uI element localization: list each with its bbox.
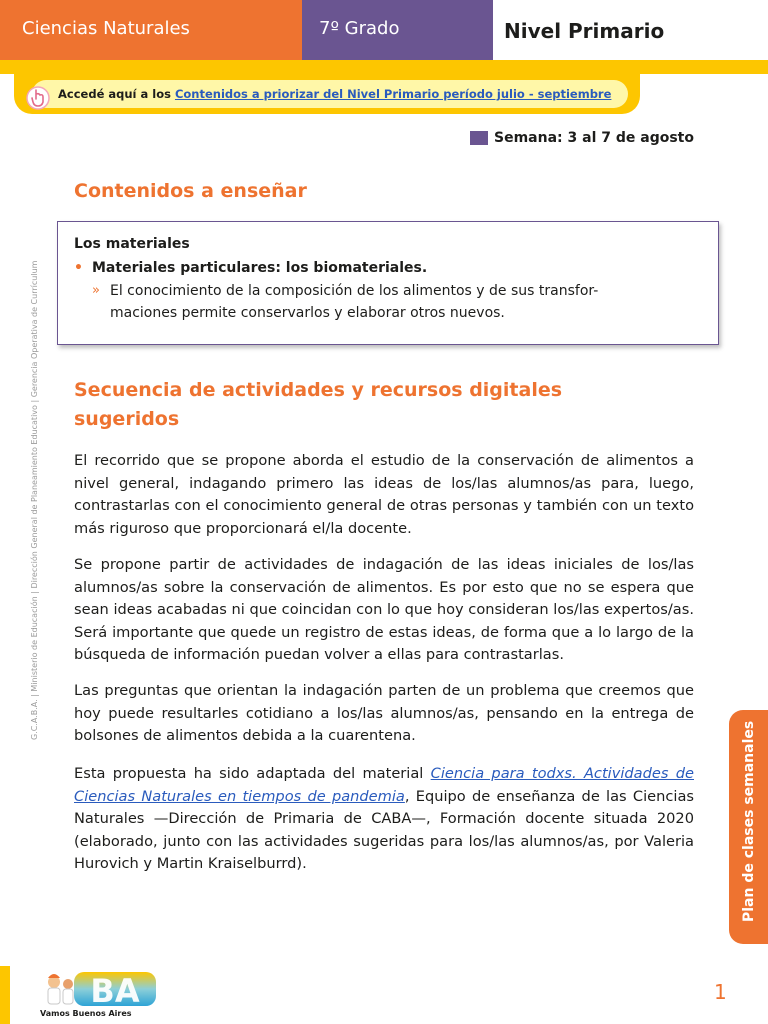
contents-box	[57, 221, 719, 345]
footer-accent	[0, 966, 10, 1024]
page-number: 1	[714, 980, 727, 1004]
header-grade: 7º Grado	[302, 0, 493, 60]
header-level: Nivel Primario	[493, 0, 768, 60]
week-marker	[470, 131, 488, 145]
box-bullet	[74, 260, 702, 276]
section-title-sequence-line2: sugeridos	[74, 408, 180, 430]
box-subitem	[74, 280, 702, 324]
week-label	[470, 130, 694, 146]
header-subject: Ciencias Naturales	[0, 0, 302, 60]
bullet-text: Materiales particulares: los biomateriales.	[92, 260, 428, 276]
paragraph-4-prefix: Esta propuesta ha sido adaptada del material	[74, 765, 431, 782]
subitem-line-2: maciones permite conservarlos y elaborar otros nuevos.	[110, 305, 505, 321]
section-title-contents: Contenidos a enseñar	[74, 180, 307, 202]
page-header	[0, 0, 768, 60]
bullet-dot: •	[74, 260, 83, 276]
paragraph-1: El recorrido que se propone aborda el estudio de la conservación de alimentos a nivel general, indagando primero las ideas de los/las alumnos/as para, luego, contrastarlas con el conocimiento general de otras personas y también con un texto más riguroso que proporcionará el/la docente.	[74, 452, 694, 537]
paragraph-2: Se propone partir de actividades de indagación de las ideas iniciales de los/las alumnos/as sobre la conservación de alimentos. Es por esto que no se espera que sean ideas acabadas ni que coincidan con lo que hoy consideran los/las expertos/as. Será importante que quede un registro de estas ideas, de forma que a lo largo de la búsqueda de información puedan volver a ellas para contrastarlas.	[74, 556, 694, 664]
logo-caption: Vamos Buenos Aires	[40, 1009, 132, 1018]
access-prefix: Accedé aquí a los	[58, 87, 171, 101]
access-link[interactable]: Contenidos a priorizar del Nivel Primario período julio - septiembre	[174, 87, 612, 101]
paragraph-4	[74, 763, 694, 876]
access-pill	[32, 80, 628, 108]
material-link[interactable]: Ciencia para todxs. Actividades de Ciencias Naturales en tiempos de pandemia	[74, 765, 694, 805]
subitem-line-1: El conocimiento de la composición de los alimentos y de sus transfor-	[110, 283, 599, 299]
paragraph-4-suffix: , Equipo de enseñanza de las Ciencias Naturales —Dirección de Primaria de CABA—, Formación docente situada 2020 (elaborado, junto con las actividades sugeridas para los/las alumnos/as, por Valeria Hurovich y Martin Kraiselburrd).	[74, 787, 694, 873]
paragraph-3: Las preguntas que orientan la indagación parten de un problema que creemos que hoy puede resultarles cotidiano a los/las alumnos/as, pensando en la entrega de bolsones de alimentos debida a la cuarentena.	[74, 682, 694, 745]
section-title-sequence	[74, 376, 562, 434]
week-text: Semana: 3 al 7 de agosto	[494, 130, 694, 146]
chevron-right-icon: »	[92, 283, 100, 298]
weekly-plan-tab-label: Plan de clases semanales	[741, 720, 757, 922]
sidebar-credits: G.C.A.B.A. | Ministerio de Educación | Dirección General de Planeamiento Educativo | Gerencia Operativa de Currículum	[30, 260, 39, 740]
pointing-hand-icon	[26, 84, 50, 110]
logo-text: BA	[90, 972, 140, 1010]
section-title-sequence-line1: Secuencia de actividades y recursos digitales	[74, 379, 563, 401]
box-title: Los materiales	[74, 236, 190, 252]
